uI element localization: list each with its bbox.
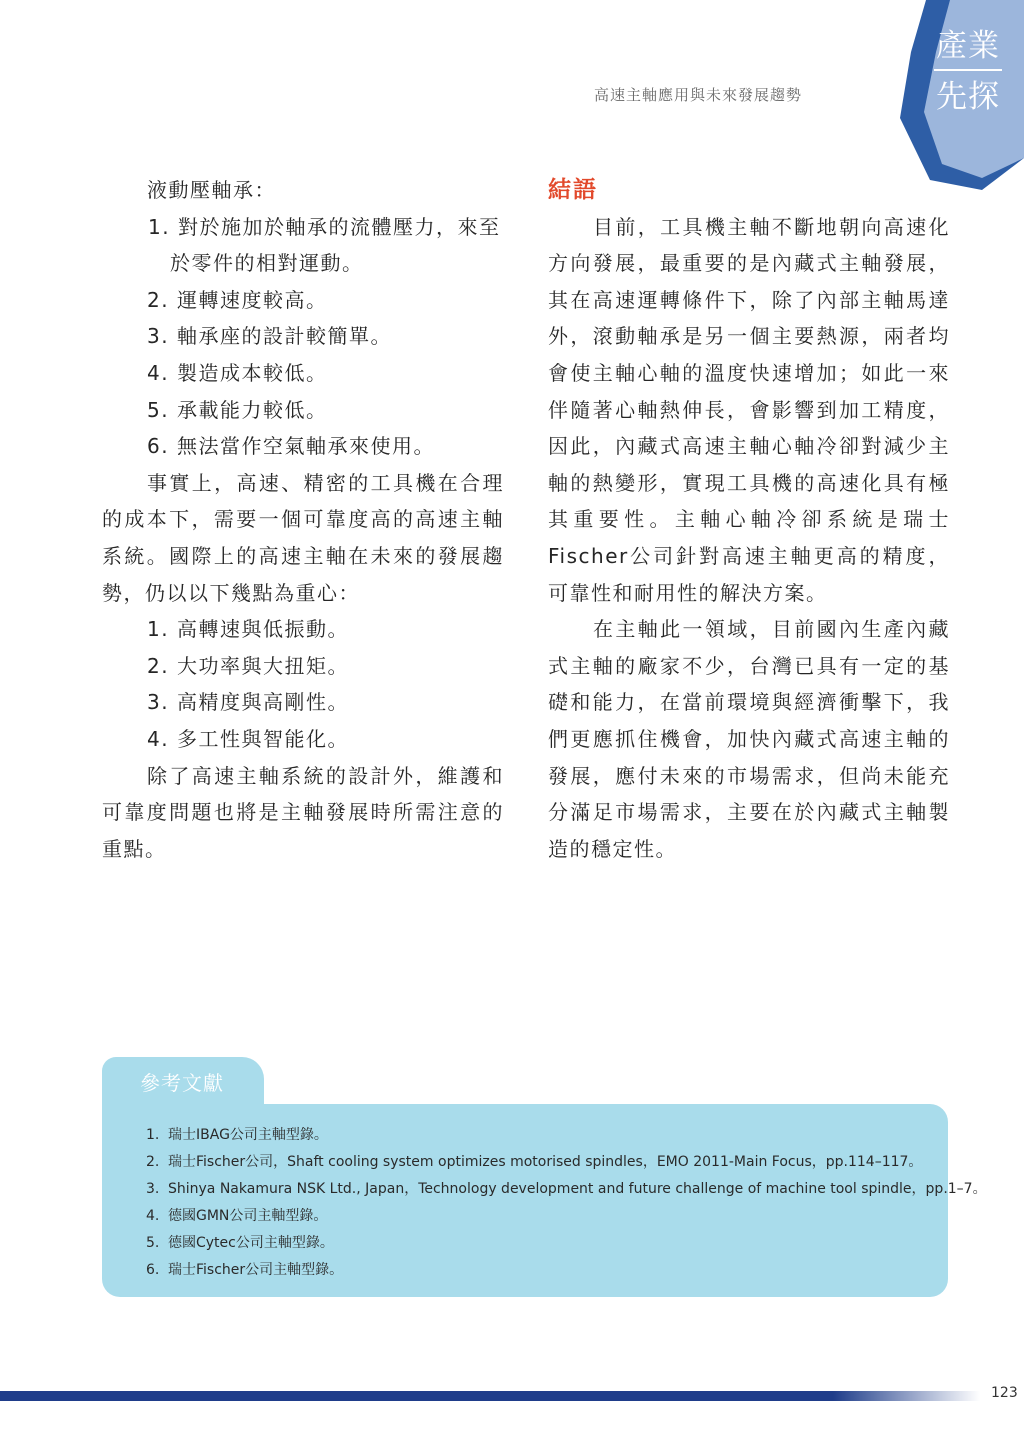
paragraph: 在主軸此一領域，目前國內生產內藏式主軸的廠家不少，台灣已具有一定的基礎和能力，在當前環境與經濟衝擊下，我們更應抓住機會，加快內藏式高速主軸的發展，應付未來的市場需求，但尚未能充分滿足市場需求，主要在於內藏式主軸製造的穩定性。 <box>548 617 950 861</box>
reference-item <box>146 1176 987 1203</box>
references-list <box>146 1122 987 1284</box>
left-column <box>102 172 504 867</box>
reference-text: 瑞士Fischer公司，Shaft cooling system optimizes motorised spindles，EMO 2011-Main Focus，pp.114–117。 <box>168 1154 923 1170</box>
reference-item <box>146 1149 987 1176</box>
section-label <box>930 26 1006 117</box>
reference-number: 3. <box>146 1181 160 1197</box>
section-label-divider <box>934 69 1002 71</box>
reference-item <box>146 1230 987 1257</box>
reference-text: 瑞士IBAG公司主軸型錄。 <box>168 1127 328 1143</box>
list-item: 4. 製造成本較低。 <box>147 360 328 385</box>
reference-item <box>146 1203 987 1230</box>
page-number: 123 <box>991 1385 1018 1401</box>
right-column <box>548 172 950 867</box>
conclusion-heading: 結語 <box>548 177 598 203</box>
reference-number: 2. <box>146 1154 160 1170</box>
references-title: 參考文獻 <box>140 1071 224 1095</box>
paragraph: 除了高速主軸系統的設計外，維護和可靠度問題也將是主軸發展時所需注意的重點。 <box>102 763 504 861</box>
reference-number: 1. <box>146 1127 160 1143</box>
footer-bar <box>0 1391 980 1401</box>
list-item: 1. 高轉速與低振動。 <box>147 617 349 642</box>
paragraph: 事實上，高速、精密的工具機在合理的成本下，需要一個可靠度高的高速主軸系統。國際上的高速主軸在未來的發展趨勢，仍以以下幾點為重心： <box>102 470 504 605</box>
reference-item <box>146 1122 987 1149</box>
list-item: 1. 對於施加於軸承的流體壓力，來至於零件的相對運動。 <box>148 214 501 276</box>
list-item: 4. 多工性與智能化。 <box>147 726 349 751</box>
list-item: 2. 運轉速度較高。 <box>147 287 328 312</box>
reference-number: 5. <box>146 1235 160 1251</box>
list-item: 3. 高精度與高剛性。 <box>147 690 349 715</box>
list-item: 5. 承載能力較低。 <box>147 397 328 422</box>
reference-text: 瑞士Fischer公司主軸型錄。 <box>168 1262 344 1278</box>
references-tab <box>102 1057 264 1105</box>
reference-number: 6. <box>146 1262 160 1278</box>
reference-text: 德國GMN公司主軸型錄。 <box>168 1208 328 1224</box>
reference-number: 4. <box>146 1208 160 1224</box>
reference-text: 德國Cytec公司主軸型錄。 <box>168 1235 334 1251</box>
section-label-line1: 產業 <box>936 28 1000 64</box>
list-item: 2. 大功率與大扭矩。 <box>147 653 349 678</box>
list-item: 3. 軸承座的設計較簡單。 <box>147 324 392 349</box>
section-label-line2: 先探 <box>936 79 1000 115</box>
paragraph: 目前，工具機主軸不斷地朝向高速化方向發展，最重要的是內藏式主軸發展，其在高速運轉條件下，除了內部主軸馬達外，滾動軸承是另一個主要熱源，兩者均會使主軸心軸的溫度快速增加；如此一來伴隨著心軸熱伸長，會影響到加工精度，因此，內藏式高速主軸心軸冷卻對減少主軸的熱變形，實現工具機的高速化具有極其重要性。主軸心軸冷卻系統是瑞士Fischer公司針對高速主軸更高的精度，可靠性和耐用性的解決方案。 <box>548 214 950 605</box>
hydro-bearing-intro: 液動壓軸承： <box>147 178 276 202</box>
list-item: 6. 無法當作空氣軸承來使用。 <box>147 434 435 459</box>
reference-item <box>146 1257 987 1284</box>
running-title: 高速主軸應用與未來發展趨勢 <box>594 86 803 104</box>
reference-text: Shinya Nakamura NSK Ltd., Japan，Technology development and future challenge of machine tool spindle，pp.1–7。 <box>168 1181 987 1197</box>
